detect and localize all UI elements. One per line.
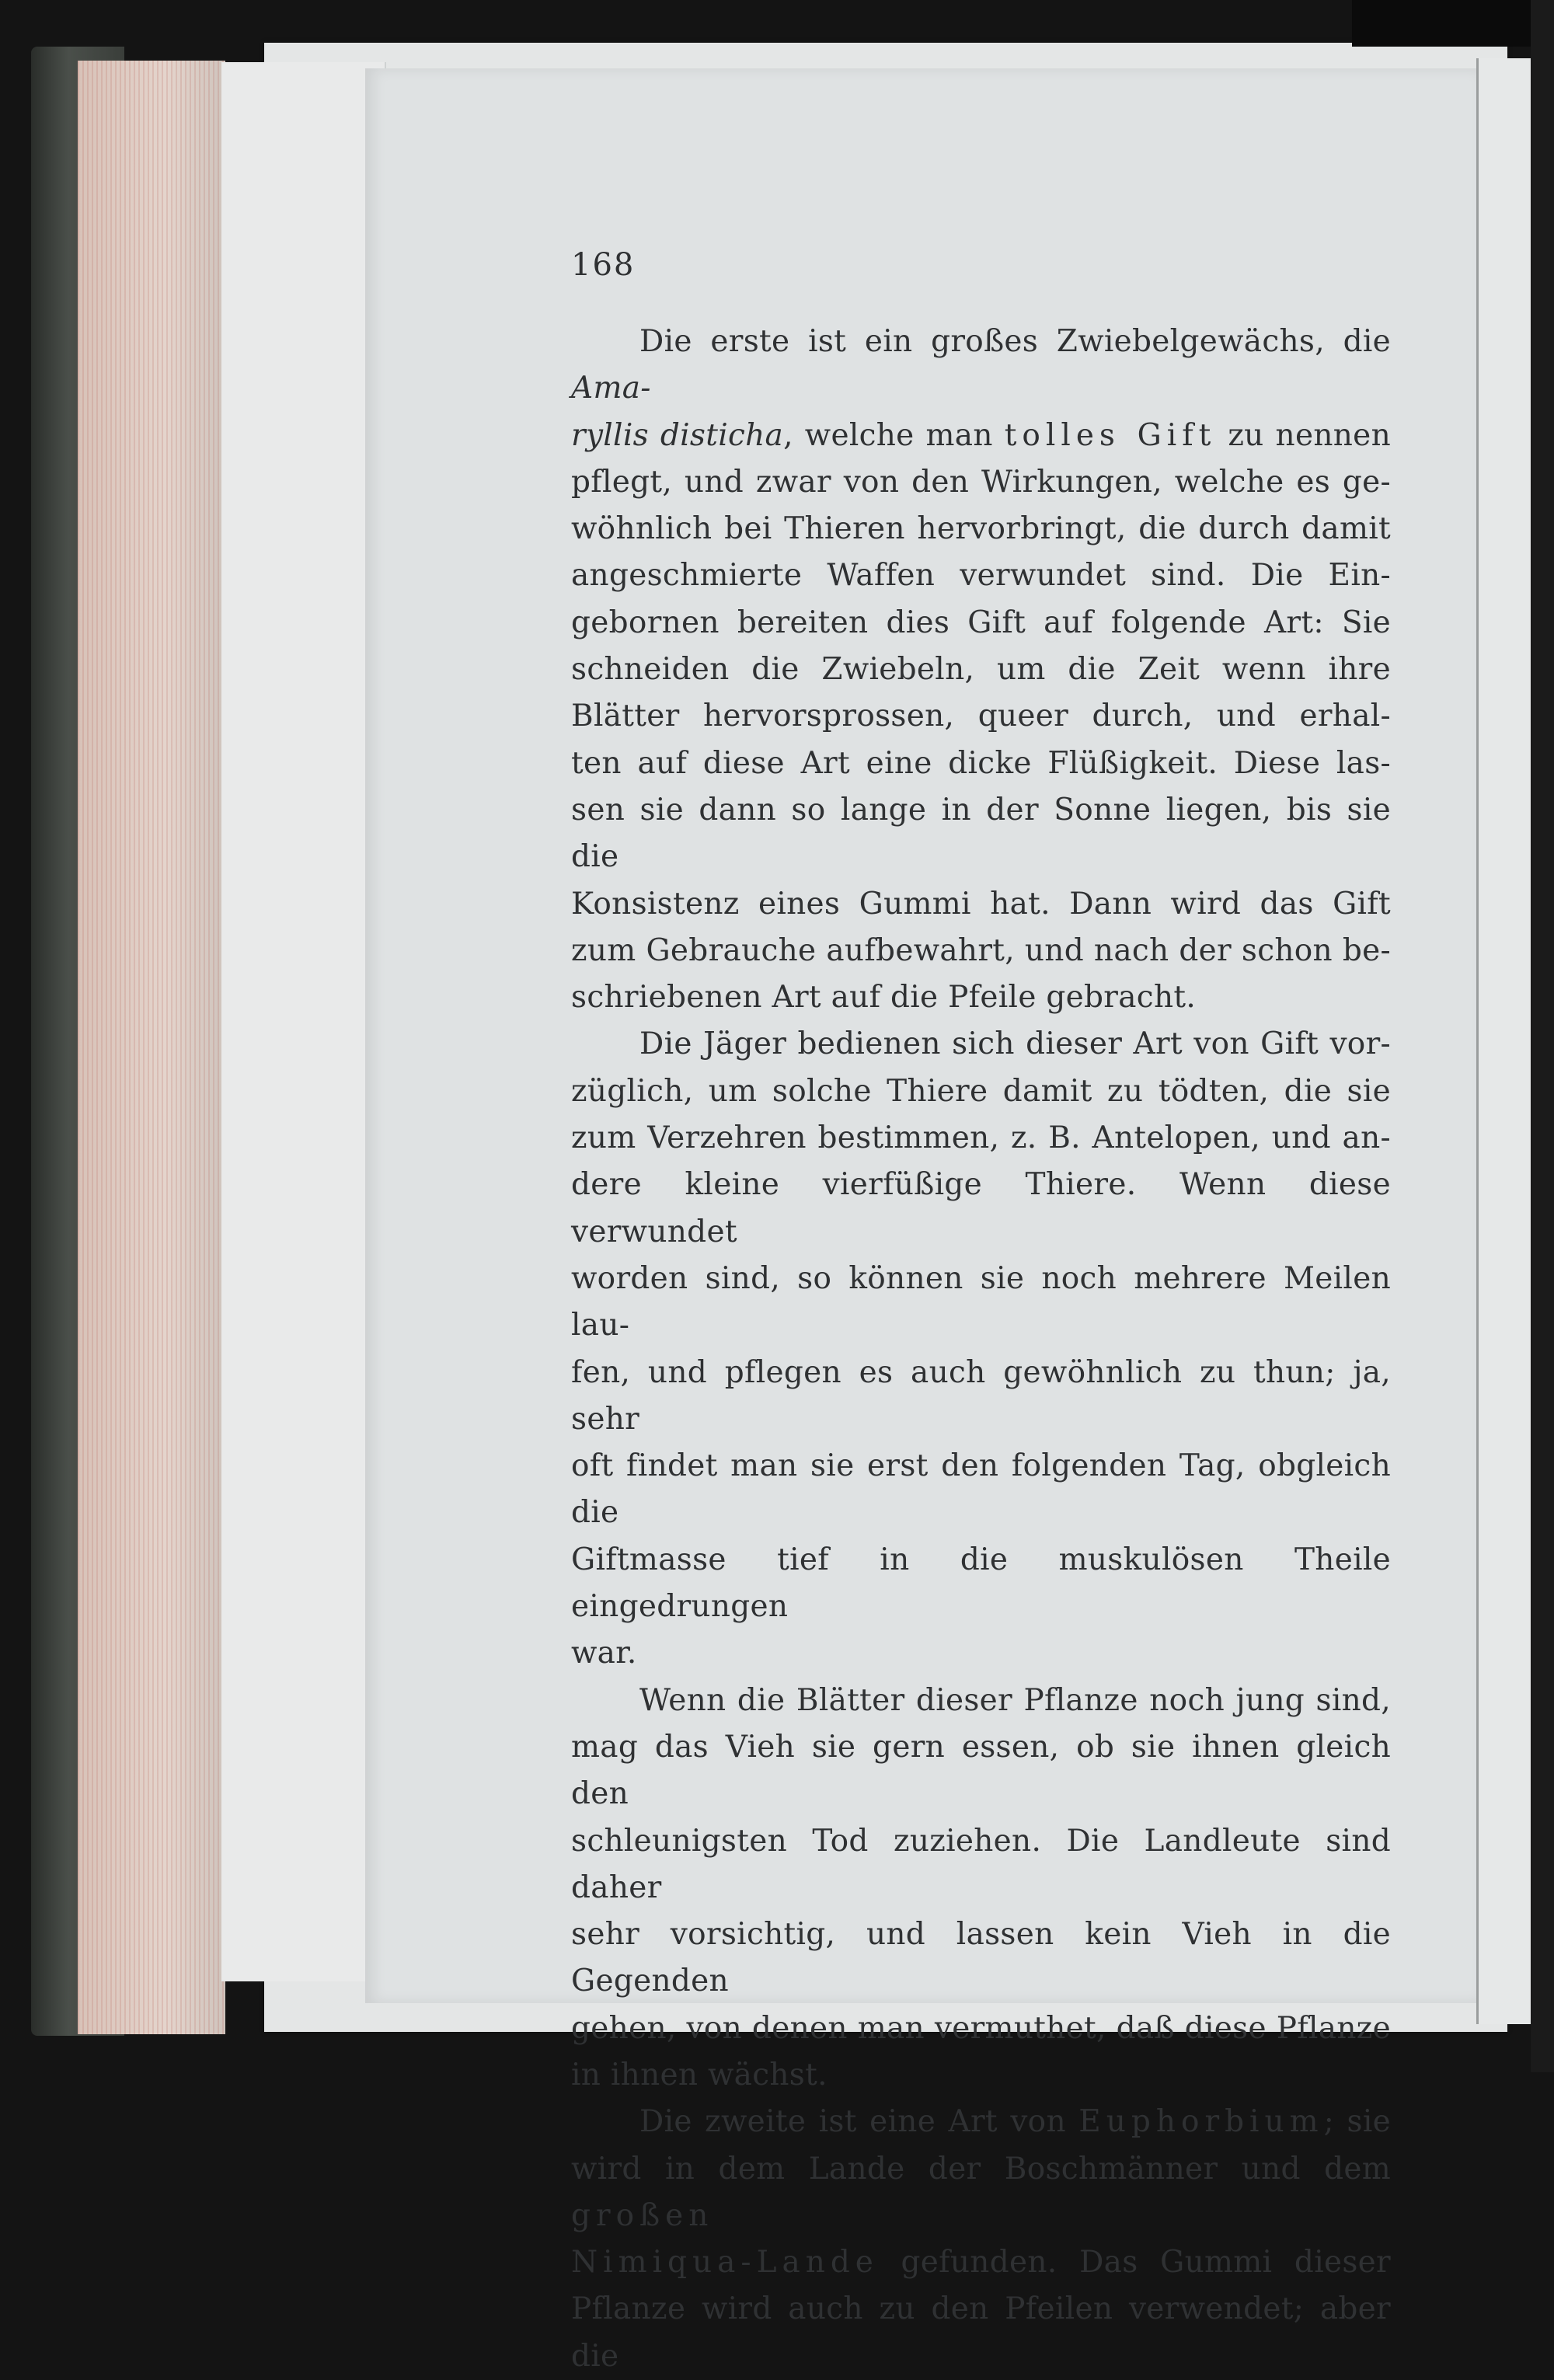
page-body-text	[571, 319, 1391, 2380]
text-line	[571, 2239, 1391, 2286]
text-run: Euphorbium	[1078, 2104, 1324, 2140]
text-line	[571, 506, 1391, 552]
text-line	[571, 2286, 1391, 2380]
text-run: tolles Gift	[1004, 417, 1217, 453]
text-line	[571, 1350, 1391, 1444]
text-run: züglich, um solche Thiere damit zu tödten, die sie	[571, 1073, 1391, 1109]
text-line	[571, 881, 1391, 928]
page-block-edge	[78, 61, 225, 2034]
text-line	[571, 1911, 1391, 2005]
text-run: zu nennen	[1216, 417, 1391, 453]
text-line	[571, 1678, 1391, 1724]
text-run: , welche man	[783, 417, 1005, 453]
text-run: Die zweite ist eine Art von	[639, 2104, 1079, 2140]
text-line	[571, 693, 1391, 740]
text-line	[571, 2099, 1391, 2145]
text-run: zum Gebrauche aufbewahrt, und nach der schon be-	[571, 932, 1391, 968]
text-run: gehen, von denen man vermuthet, daß diese Pflanze	[571, 2010, 1391, 2046]
page-number: 168	[571, 247, 636, 283]
paragraph-4	[571, 2099, 1391, 2380]
text-run: Die Jäger bedienen sich dieser Art von Gift vor-	[639, 1026, 1391, 1062]
text-line	[571, 1021, 1391, 1068]
text-run: sehr vorsichtig, und lassen kein Vieh in die Gegenden	[571, 1917, 1391, 1999]
text-line	[571, 2146, 1391, 2240]
text-line	[571, 1443, 1391, 1537]
text-line	[571, 1068, 1391, 1115]
text-line	[571, 1162, 1391, 1256]
text-run: ; sie	[1323, 2104, 1391, 2140]
text-run: gebornen bereiten dies Gift auf folgende Art: Sie	[571, 605, 1391, 640]
text-run: wird in dem Lande der Boschmänner und dem	[571, 2151, 1391, 2187]
paragraph-2	[571, 1021, 1391, 1677]
text-run: fen, und pflegen es auch gewöhnlich zu thun; ja, sehr	[571, 1354, 1391, 1437]
text-run: mag das Vieh sie gern essen, ob sie ihnen gleich den	[571, 1729, 1391, 1812]
text-run: ten auf diese Art eine dicke Flüßigkeit. Diese las-	[571, 745, 1391, 781]
text-line	[571, 2052, 1391, 2099]
text-run: ryllis disticha	[571, 417, 784, 453]
text-line	[571, 646, 1391, 693]
text-run: angeschmierte Waffen verwundet sind. Die Ein-	[571, 558, 1391, 594]
text-line	[571, 1537, 1391, 1631]
text-run: Nimiqua-Lande	[571, 2245, 879, 2281]
text-run: oft findet man sie erst den folgenden Tag, obgleich die	[571, 1448, 1391, 1531]
text-run: worden sind, so können sie noch mehrere Meilen lau-	[571, 1260, 1391, 1343]
previous-leaf	[221, 62, 386, 1981]
text-run: großen	[571, 2197, 714, 2233]
text-run: Giftmasse tief in die muskulösen Theile eingedrungen	[571, 1542, 1391, 1625]
text-line	[571, 1630, 1391, 1677]
text-line	[571, 552, 1391, 599]
text-run: zum Verzehren bestimmen, z. B. Antelopen, und an-	[571, 1120, 1391, 1156]
text-run: war.	[571, 1636, 637, 1671]
next-leaf-edge	[1476, 58, 1533, 2024]
text-run: wöhnlich bei Thieren hervorbringt, die durch damit	[571, 511, 1391, 547]
text-line	[571, 928, 1391, 974]
text-run: Ama-	[571, 371, 651, 406]
paragraph-3	[571, 1678, 1391, 2099]
text-run: schneiden die Zwiebeln, um die Zeit wenn ihre	[571, 652, 1391, 688]
text-line	[571, 600, 1391, 646]
text-run: Pflanze wird auch zu den Pfeilen verwendet; aber die	[571, 2291, 1391, 2374]
text-line	[571, 459, 1391, 506]
text-line	[571, 1724, 1391, 1818]
background-shadow-right	[1531, 0, 1554, 2072]
paragraph-1	[571, 319, 1391, 1021]
text-line	[571, 974, 1391, 1021]
text-line	[571, 787, 1391, 881]
text-run: sen sie dann so lange in der Sonne liegen, bis sie die	[571, 792, 1391, 875]
text-run: Blätter hervorsprossen, queer durch, und erhal-	[571, 699, 1391, 734]
text-run: schleunigsten Tod zuziehen. Die Landleute sind daher	[571, 1823, 1391, 1905]
text-run: pflegt, und zwar von den Wirkungen, welche es ge-	[571, 464, 1391, 500]
text-line	[571, 740, 1391, 787]
text-line	[571, 319, 1391, 413]
background-shadow	[1352, 0, 1554, 47]
text-line	[571, 1818, 1391, 1912]
text-line	[571, 1256, 1391, 1350]
text-run: schriebenen Art auf die Pfeile gebracht.	[571, 980, 1197, 1016]
text-run: Wenn die Blätter dieser Pflanze noch jung sind,	[639, 1682, 1391, 1718]
text-run: Konsistenz eines Gummi hat. Dann wird das Gift	[571, 886, 1391, 922]
text-line	[571, 2005, 1391, 2052]
text-run: gefunden. Das Gummi dieser	[878, 2245, 1391, 2281]
text-run: in ihnen wächst.	[571, 2057, 828, 2093]
text-line	[571, 1115, 1391, 1162]
text-run: Die erste ist ein großes Zwiebelgewächs, die	[639, 324, 1391, 359]
text-run: dere kleine vierfüßige Thiere. Wenn diese verwundet	[571, 1167, 1391, 1249]
text-line	[571, 413, 1391, 459]
